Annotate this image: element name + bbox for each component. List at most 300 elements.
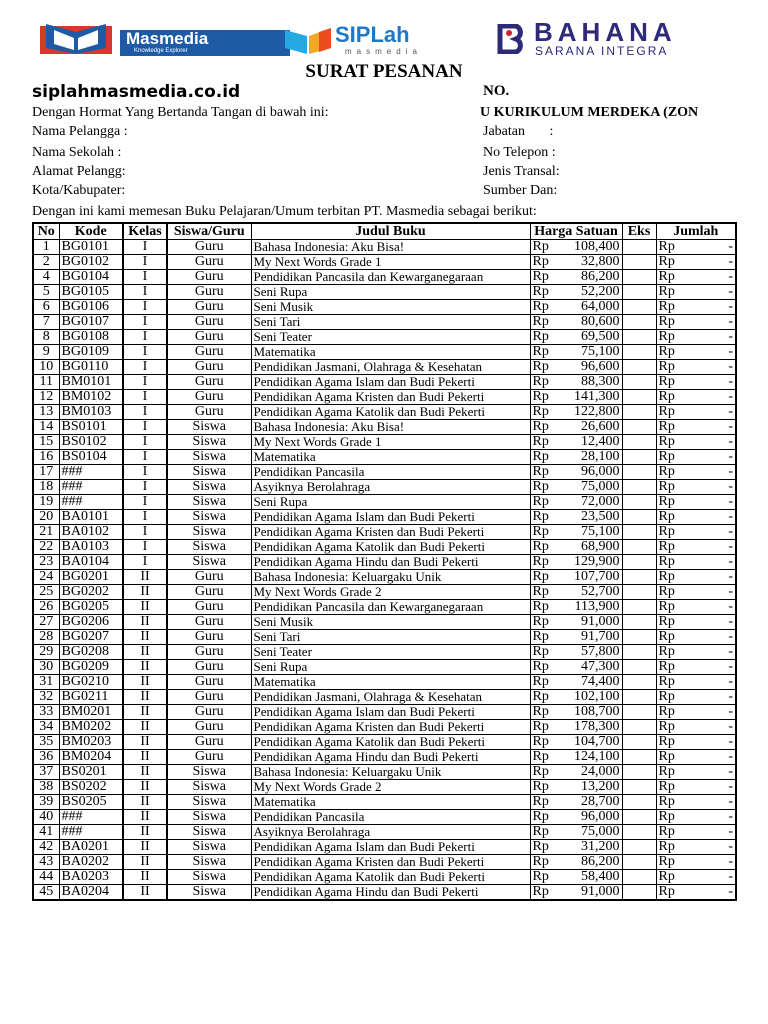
row-judul-buku: Seni Teater xyxy=(251,330,530,345)
row-harga: 72,000 xyxy=(581,494,620,509)
col-jumlah: Jumlah xyxy=(656,223,736,240)
table-row xyxy=(33,810,736,825)
row-jumlah-value: - xyxy=(728,254,733,269)
row-kelas: I xyxy=(123,420,167,435)
row-eks-input[interactable] xyxy=(622,660,656,675)
row-eks-input[interactable] xyxy=(622,555,656,570)
row-jumlah-value: - xyxy=(728,494,733,509)
row-siswa-guru: Guru xyxy=(167,240,251,255)
row-jumlah-value: - xyxy=(728,539,733,554)
row-eks-input[interactable] xyxy=(622,345,656,360)
row-eks-input[interactable] xyxy=(622,270,656,285)
row-harga: 32,800 xyxy=(581,254,620,269)
row-eks-input[interactable] xyxy=(622,645,656,660)
row-no: 4 xyxy=(33,270,59,285)
row-kelas: I xyxy=(123,345,167,360)
row-siswa-guru: Guru xyxy=(167,315,251,330)
row-currency: Rp xyxy=(532,359,549,374)
row-siswa-guru: Guru xyxy=(167,390,251,405)
row-harga: 96,600 xyxy=(581,359,620,374)
row-eks-input[interactable] xyxy=(622,285,656,300)
row-jumlah-value: - xyxy=(728,269,733,284)
row-siswa-guru: Siswa xyxy=(167,435,251,450)
row-judul-buku: Pendidikan Agama Kristen dan Budi Pekerti xyxy=(251,525,530,540)
row-harga: 86,200 xyxy=(581,269,620,284)
row-currency: Rp xyxy=(532,539,549,554)
row-eks-input[interactable] xyxy=(622,750,656,765)
table-row xyxy=(33,285,736,300)
col-no: No xyxy=(33,223,59,240)
row-eks-input[interactable] xyxy=(622,540,656,555)
row-kode: ### xyxy=(59,495,123,510)
row-no: 2 xyxy=(33,255,59,270)
row-judul-buku: My Next Words Grade 2 xyxy=(251,780,530,795)
row-kode: BS0202 xyxy=(59,780,123,795)
row-eks-input[interactable] xyxy=(622,795,656,810)
row-kode: BS0102 xyxy=(59,435,123,450)
row-harga: 75,100 xyxy=(581,344,620,359)
row-judul-buku: Pendidikan Agama Kristen dan Budi Pekerti xyxy=(251,720,530,735)
row-currency: Rp xyxy=(532,239,549,254)
table-row xyxy=(33,495,736,510)
row-currency: Rp xyxy=(532,644,549,659)
row-kode: BG0108 xyxy=(59,330,123,345)
table-row xyxy=(33,360,736,375)
row-harga: 52,200 xyxy=(581,284,620,299)
row-jumlah-value: - xyxy=(728,524,733,539)
row-kelas: I xyxy=(123,375,167,390)
row-judul-buku: My Next Words Grade 1 xyxy=(251,255,530,270)
row-no: 8 xyxy=(33,330,59,345)
row-judul-buku: Matematika xyxy=(251,795,530,810)
row-eks-input[interactable] xyxy=(622,375,656,390)
table-row xyxy=(33,750,736,765)
row-jumlah-value: - xyxy=(728,854,733,869)
bahana-logo xyxy=(496,17,726,58)
row-kode: BG0208 xyxy=(59,645,123,660)
row-jumlah-value: - xyxy=(728,584,733,599)
row-no: 34 xyxy=(33,720,59,735)
table-row xyxy=(33,855,736,870)
row-no: 26 xyxy=(33,600,59,615)
row-harga: 91,700 xyxy=(581,629,620,644)
masmedia-name: Masmedia xyxy=(126,29,209,48)
row-jumlah-value: - xyxy=(728,734,733,749)
siplah-name: SIPLah xyxy=(335,22,410,47)
row-judul-buku: Seni Musik xyxy=(251,615,530,630)
row-eks-input[interactable] xyxy=(622,690,656,705)
row-no: 10 xyxy=(33,360,59,375)
table-row xyxy=(33,270,736,285)
masmedia-logo xyxy=(40,22,252,56)
row-kode: BM0201 xyxy=(59,705,123,720)
row-eks-input[interactable] xyxy=(622,420,656,435)
row-jumlah-currency: Rp xyxy=(658,689,675,704)
table-row xyxy=(33,525,736,540)
row-judul-buku: Pendidikan Agama Hindu dan Budi Pekerti xyxy=(251,750,530,765)
col-judul-buku: Judul Buku xyxy=(251,223,530,240)
row-jumlah-value: - xyxy=(728,314,733,329)
row-kelas: II xyxy=(123,780,167,795)
row-kode: BG0109 xyxy=(59,345,123,360)
table-row xyxy=(33,315,736,330)
row-kelas: II xyxy=(123,825,167,840)
row-eks-input[interactable] xyxy=(622,510,656,525)
row-no: 22 xyxy=(33,540,59,555)
row-harga: 28,100 xyxy=(581,449,620,464)
row-eks-input[interactable] xyxy=(622,525,656,540)
row-eks-input[interactable] xyxy=(622,840,656,855)
row-no: 29 xyxy=(33,645,59,660)
row-jumlah-currency: Rp xyxy=(658,374,675,389)
row-eks-input[interactable] xyxy=(622,390,656,405)
row-kode: BA0101 xyxy=(59,510,123,525)
row-jumlah-value: - xyxy=(728,884,733,899)
row-harga: 57,800 xyxy=(581,644,620,659)
row-no: 13 xyxy=(33,405,59,420)
row-jumlah-currency: Rp xyxy=(658,509,675,524)
bahana-mark-icon xyxy=(496,24,528,54)
row-kode: BA0201 xyxy=(59,840,123,855)
row-harga: 69,500 xyxy=(581,329,620,344)
row-eks-input[interactable] xyxy=(622,870,656,885)
row-siswa-guru: Siswa xyxy=(167,495,251,510)
table-row xyxy=(33,255,736,270)
row-eks-input[interactable] xyxy=(622,450,656,465)
row-currency: Rp xyxy=(532,269,549,284)
row-kelas: I xyxy=(123,270,167,285)
row-eks-input[interactable] xyxy=(622,705,656,720)
row-judul-buku: Pendidikan Jasmani, Olahraga & Kesehatan xyxy=(251,690,530,705)
row-eks-input[interactable] xyxy=(622,480,656,495)
row-judul-buku: Pendidikan Agama Kristen dan Budi Pekerti xyxy=(251,855,530,870)
row-kode: BG0105 xyxy=(59,285,123,300)
row-jumlah-currency: Rp xyxy=(658,299,675,314)
row-jumlah-value: - xyxy=(728,689,733,704)
row-kelas: II xyxy=(123,855,167,870)
table-row xyxy=(33,780,736,795)
row-judul-buku: Pendidikan Agama Islam dan Budi Pekerti xyxy=(251,510,530,525)
row-no: 15 xyxy=(33,435,59,450)
row-siswa-guru: Guru xyxy=(167,675,251,690)
row-eks-input[interactable] xyxy=(622,780,656,795)
row-no: 32 xyxy=(33,690,59,705)
row-jumlah-currency: Rp xyxy=(658,449,675,464)
row-no: 25 xyxy=(33,585,59,600)
row-jumlah-currency: Rp xyxy=(658,419,675,434)
row-kode: BG0110 xyxy=(59,360,123,375)
field-alamat: Alamat Pelangg: xyxy=(32,164,126,179)
table-row xyxy=(33,450,736,465)
row-eks-input[interactable] xyxy=(622,300,656,315)
table-header xyxy=(33,223,736,240)
row-harga: 96,000 xyxy=(581,809,620,824)
row-harga: 12,400 xyxy=(581,434,620,449)
table-row xyxy=(33,300,736,315)
row-eks-input[interactable] xyxy=(622,330,656,345)
row-siswa-guru: Guru xyxy=(167,750,251,765)
row-jumlah-currency: Rp xyxy=(658,524,675,539)
row-eks-input[interactable] xyxy=(622,315,656,330)
row-kode: BA0204 xyxy=(59,885,123,901)
row-jumlah-currency: Rp xyxy=(658,749,675,764)
row-no: 1 xyxy=(33,240,59,255)
row-siswa-guru: Siswa xyxy=(167,870,251,885)
row-harga: 91,000 xyxy=(581,884,620,899)
row-currency: Rp xyxy=(532,734,549,749)
row-jumlah-currency: Rp xyxy=(658,239,675,254)
row-no: 23 xyxy=(33,555,59,570)
row-jumlah-value: - xyxy=(728,599,733,614)
row-eks-input[interactable] xyxy=(622,630,656,645)
row-jumlah-value: - xyxy=(728,299,733,314)
table-row xyxy=(33,390,736,405)
row-judul-buku: Matematika xyxy=(251,675,530,690)
row-harga: 102,100 xyxy=(574,689,620,704)
row-harga: 75,000 xyxy=(581,479,620,494)
row-siswa-guru: Guru xyxy=(167,570,251,585)
row-jumlah-currency: Rp xyxy=(658,569,675,584)
row-eks-input[interactable] xyxy=(622,810,656,825)
row-siswa-guru: Siswa xyxy=(167,765,251,780)
row-siswa-guru: Guru xyxy=(167,720,251,735)
row-eks-input[interactable] xyxy=(622,495,656,510)
table-row xyxy=(33,480,736,495)
row-no: 33 xyxy=(33,705,59,720)
row-judul-buku: Pendidikan Agama Katolik dan Budi Pekerti xyxy=(251,405,530,420)
row-currency: Rp xyxy=(532,659,549,674)
row-siswa-guru: Siswa xyxy=(167,540,251,555)
row-jumlah-currency: Rp xyxy=(658,539,675,554)
row-kelas: I xyxy=(123,330,167,345)
row-currency: Rp xyxy=(532,449,549,464)
row-judul-buku: Pendidikan Pancasila dan Kewarganegaraan xyxy=(251,600,530,615)
row-currency: Rp xyxy=(532,674,549,689)
row-eks-input[interactable] xyxy=(622,255,656,270)
row-jumlah-value: - xyxy=(728,404,733,419)
field-jenis-transaksi: Jenis Transal: xyxy=(483,164,560,179)
row-kelas: I xyxy=(123,450,167,465)
row-eks-input[interactable] xyxy=(622,765,656,780)
row-kelas: II xyxy=(123,705,167,720)
row-harga: 52,700 xyxy=(581,584,620,599)
row-siswa-guru: Siswa xyxy=(167,555,251,570)
row-kode: BS0205 xyxy=(59,795,123,810)
row-kelas: II xyxy=(123,810,167,825)
row-jumlah-value: - xyxy=(728,629,733,644)
row-no: 18 xyxy=(33,480,59,495)
col-siswa-guru: Siswa/Guru xyxy=(167,223,251,240)
row-jumlah-currency: Rp xyxy=(658,494,675,509)
row-harga: 58,400 xyxy=(581,869,620,884)
colorful-book-icon xyxy=(283,26,333,54)
row-no: 39 xyxy=(33,795,59,810)
row-no: 30 xyxy=(33,660,59,675)
row-judul-buku: Seni Tari xyxy=(251,315,530,330)
row-judul-buku: Seni Musik xyxy=(251,300,530,315)
row-eks-input[interactable] xyxy=(622,465,656,480)
row-jumlah-value: - xyxy=(728,809,733,824)
row-kode: BG0209 xyxy=(59,660,123,675)
row-no: 40 xyxy=(33,810,59,825)
row-kelas: I xyxy=(123,240,167,255)
row-jumlah-value: - xyxy=(728,569,733,584)
row-eks-input[interactable] xyxy=(622,600,656,615)
row-kode: BS0201 xyxy=(59,765,123,780)
row-judul-buku: Pendidikan Agama Hindu dan Budi Pekerti xyxy=(251,555,530,570)
siplah-sub: masmedia xyxy=(345,47,422,56)
row-currency: Rp xyxy=(532,869,549,884)
bahana-sub: SARANA INTEGRA xyxy=(535,44,669,58)
row-kode: BG0101 xyxy=(59,240,123,255)
row-siswa-guru: Guru xyxy=(167,330,251,345)
row-jumlah-currency: Rp xyxy=(658,329,675,344)
row-judul-buku: Bahasa Indonesia: Aku Bisa! xyxy=(251,420,530,435)
row-harga: 64,000 xyxy=(581,299,620,314)
row-jumlah-value: - xyxy=(728,719,733,734)
table-row xyxy=(33,345,736,360)
row-kode: ### xyxy=(59,810,123,825)
row-siswa-guru: Guru xyxy=(167,615,251,630)
row-jumlah-currency: Rp xyxy=(658,779,675,794)
row-currency: Rp xyxy=(532,299,549,314)
row-harga: 75,000 xyxy=(581,824,620,839)
row-eks-input[interactable] xyxy=(622,825,656,840)
row-kode: BA0103 xyxy=(59,540,123,555)
row-kode: BG0206 xyxy=(59,615,123,630)
row-jumlah-currency: Rp xyxy=(658,614,675,629)
row-judul-buku: My Next Words Grade 2 xyxy=(251,585,530,600)
row-currency: Rp xyxy=(532,779,549,794)
row-kode: BG0202 xyxy=(59,585,123,600)
row-eks-input[interactable] xyxy=(622,885,656,901)
row-eks-input[interactable] xyxy=(622,615,656,630)
row-jumlah-currency: Rp xyxy=(658,584,675,599)
row-eks-input[interactable] xyxy=(622,360,656,375)
row-jumlah-value: - xyxy=(728,869,733,884)
row-eks-input[interactable] xyxy=(622,720,656,735)
table-row xyxy=(33,840,736,855)
row-kelas: II xyxy=(123,870,167,885)
intro-text: Dengan ini kami memesan Buku Pelajaran/Umum terbitan PT. Masmedia sebagai berikut: xyxy=(32,204,537,219)
greeting-text: Dengan Hormat Yang Bertanda Tangan di bawah ini: xyxy=(32,105,329,120)
row-currency: Rp xyxy=(532,284,549,299)
row-jumlah-currency: Rp xyxy=(658,659,675,674)
row-kode: BG0207 xyxy=(59,630,123,645)
row-kelas: II xyxy=(123,720,167,735)
row-currency: Rp xyxy=(532,839,549,854)
row-kode: BM0103 xyxy=(59,405,123,420)
row-harga: 141,300 xyxy=(574,389,620,404)
table-row xyxy=(33,675,736,690)
table-row xyxy=(33,795,736,810)
row-kelas: I xyxy=(123,360,167,375)
table-row xyxy=(33,735,736,750)
row-siswa-guru: Guru xyxy=(167,300,251,315)
row-currency: Rp xyxy=(532,719,549,734)
row-siswa-guru: Siswa xyxy=(167,810,251,825)
row-eks-input[interactable] xyxy=(622,240,656,255)
row-currency: Rp xyxy=(532,629,549,644)
row-siswa-guru: Siswa xyxy=(167,885,251,901)
row-no: 21 xyxy=(33,525,59,540)
row-siswa-guru: Guru xyxy=(167,690,251,705)
col-kode: Kode xyxy=(59,223,123,240)
row-siswa-guru: Siswa xyxy=(167,855,251,870)
table-row xyxy=(33,645,736,660)
table-row xyxy=(33,600,736,615)
row-jumlah-currency: Rp xyxy=(658,554,675,569)
row-kelas: I xyxy=(123,285,167,300)
row-currency: Rp xyxy=(532,569,549,584)
row-no: 7 xyxy=(33,315,59,330)
row-eks-input[interactable] xyxy=(622,585,656,600)
row-eks-input[interactable] xyxy=(622,855,656,870)
row-kode: BA0202 xyxy=(59,855,123,870)
row-jumlah-currency: Rp xyxy=(658,629,675,644)
row-siswa-guru: Siswa xyxy=(167,840,251,855)
row-siswa-guru: Siswa xyxy=(167,480,251,495)
table-row xyxy=(33,870,736,885)
row-harga: 104,700 xyxy=(574,734,620,749)
row-siswa-guru: Guru xyxy=(167,345,251,360)
row-kode: BG0107 xyxy=(59,315,123,330)
table-row xyxy=(33,405,736,420)
table-row xyxy=(33,555,736,570)
row-jumlah-currency: Rp xyxy=(658,599,675,614)
row-siswa-guru: Siswa xyxy=(167,450,251,465)
row-currency: Rp xyxy=(532,374,549,389)
row-harga: 113,900 xyxy=(574,599,620,614)
row-judul-buku: Pendidikan Jasmani, Olahraga & Kesehatan xyxy=(251,360,530,375)
table-row xyxy=(33,570,736,585)
row-harga: 124,100 xyxy=(574,749,620,764)
row-eks-input[interactable] xyxy=(622,735,656,750)
row-judul-buku: Pendidikan Agama Katolik dan Budi Pekerti xyxy=(251,540,530,555)
row-harga: 31,200 xyxy=(581,839,620,854)
book-logo-icon xyxy=(40,22,112,54)
row-judul-buku: Bahasa Indonesia: Aku Bisa! xyxy=(251,240,530,255)
row-eks-input[interactable] xyxy=(622,675,656,690)
row-siswa-guru: Siswa xyxy=(167,420,251,435)
row-harga: 75,100 xyxy=(581,524,620,539)
row-eks-input[interactable] xyxy=(622,435,656,450)
row-jumlah-currency: Rp xyxy=(658,884,675,899)
row-harga: 107,700 xyxy=(574,569,620,584)
row-kelas: II xyxy=(123,645,167,660)
row-harga: 96,000 xyxy=(581,464,620,479)
row-kelas: I xyxy=(123,435,167,450)
row-jumlah-value: - xyxy=(728,434,733,449)
table-row xyxy=(33,885,736,901)
row-jumlah-value: - xyxy=(728,344,733,359)
row-siswa-guru: Siswa xyxy=(167,465,251,480)
row-jumlah-currency: Rp xyxy=(658,644,675,659)
row-eks-input[interactable] xyxy=(622,570,656,585)
row-judul-buku: Pendidikan Agama Islam dan Budi Pekerti xyxy=(251,840,530,855)
row-kelas: II xyxy=(123,630,167,645)
row-harga: 74,400 xyxy=(581,674,620,689)
col-eks: Eks xyxy=(622,223,656,240)
row-currency: Rp xyxy=(532,809,549,824)
row-eks-input[interactable] xyxy=(622,405,656,420)
page-title: SURAT PESANAN xyxy=(305,61,463,82)
row-currency: Rp xyxy=(532,254,549,269)
row-harga: 108,400 xyxy=(574,239,620,254)
row-jumlah-currency: Rp xyxy=(658,464,675,479)
row-kelas: II xyxy=(123,795,167,810)
row-judul-buku: Bahasa Indonesia: Keluargaku Unik xyxy=(251,570,530,585)
